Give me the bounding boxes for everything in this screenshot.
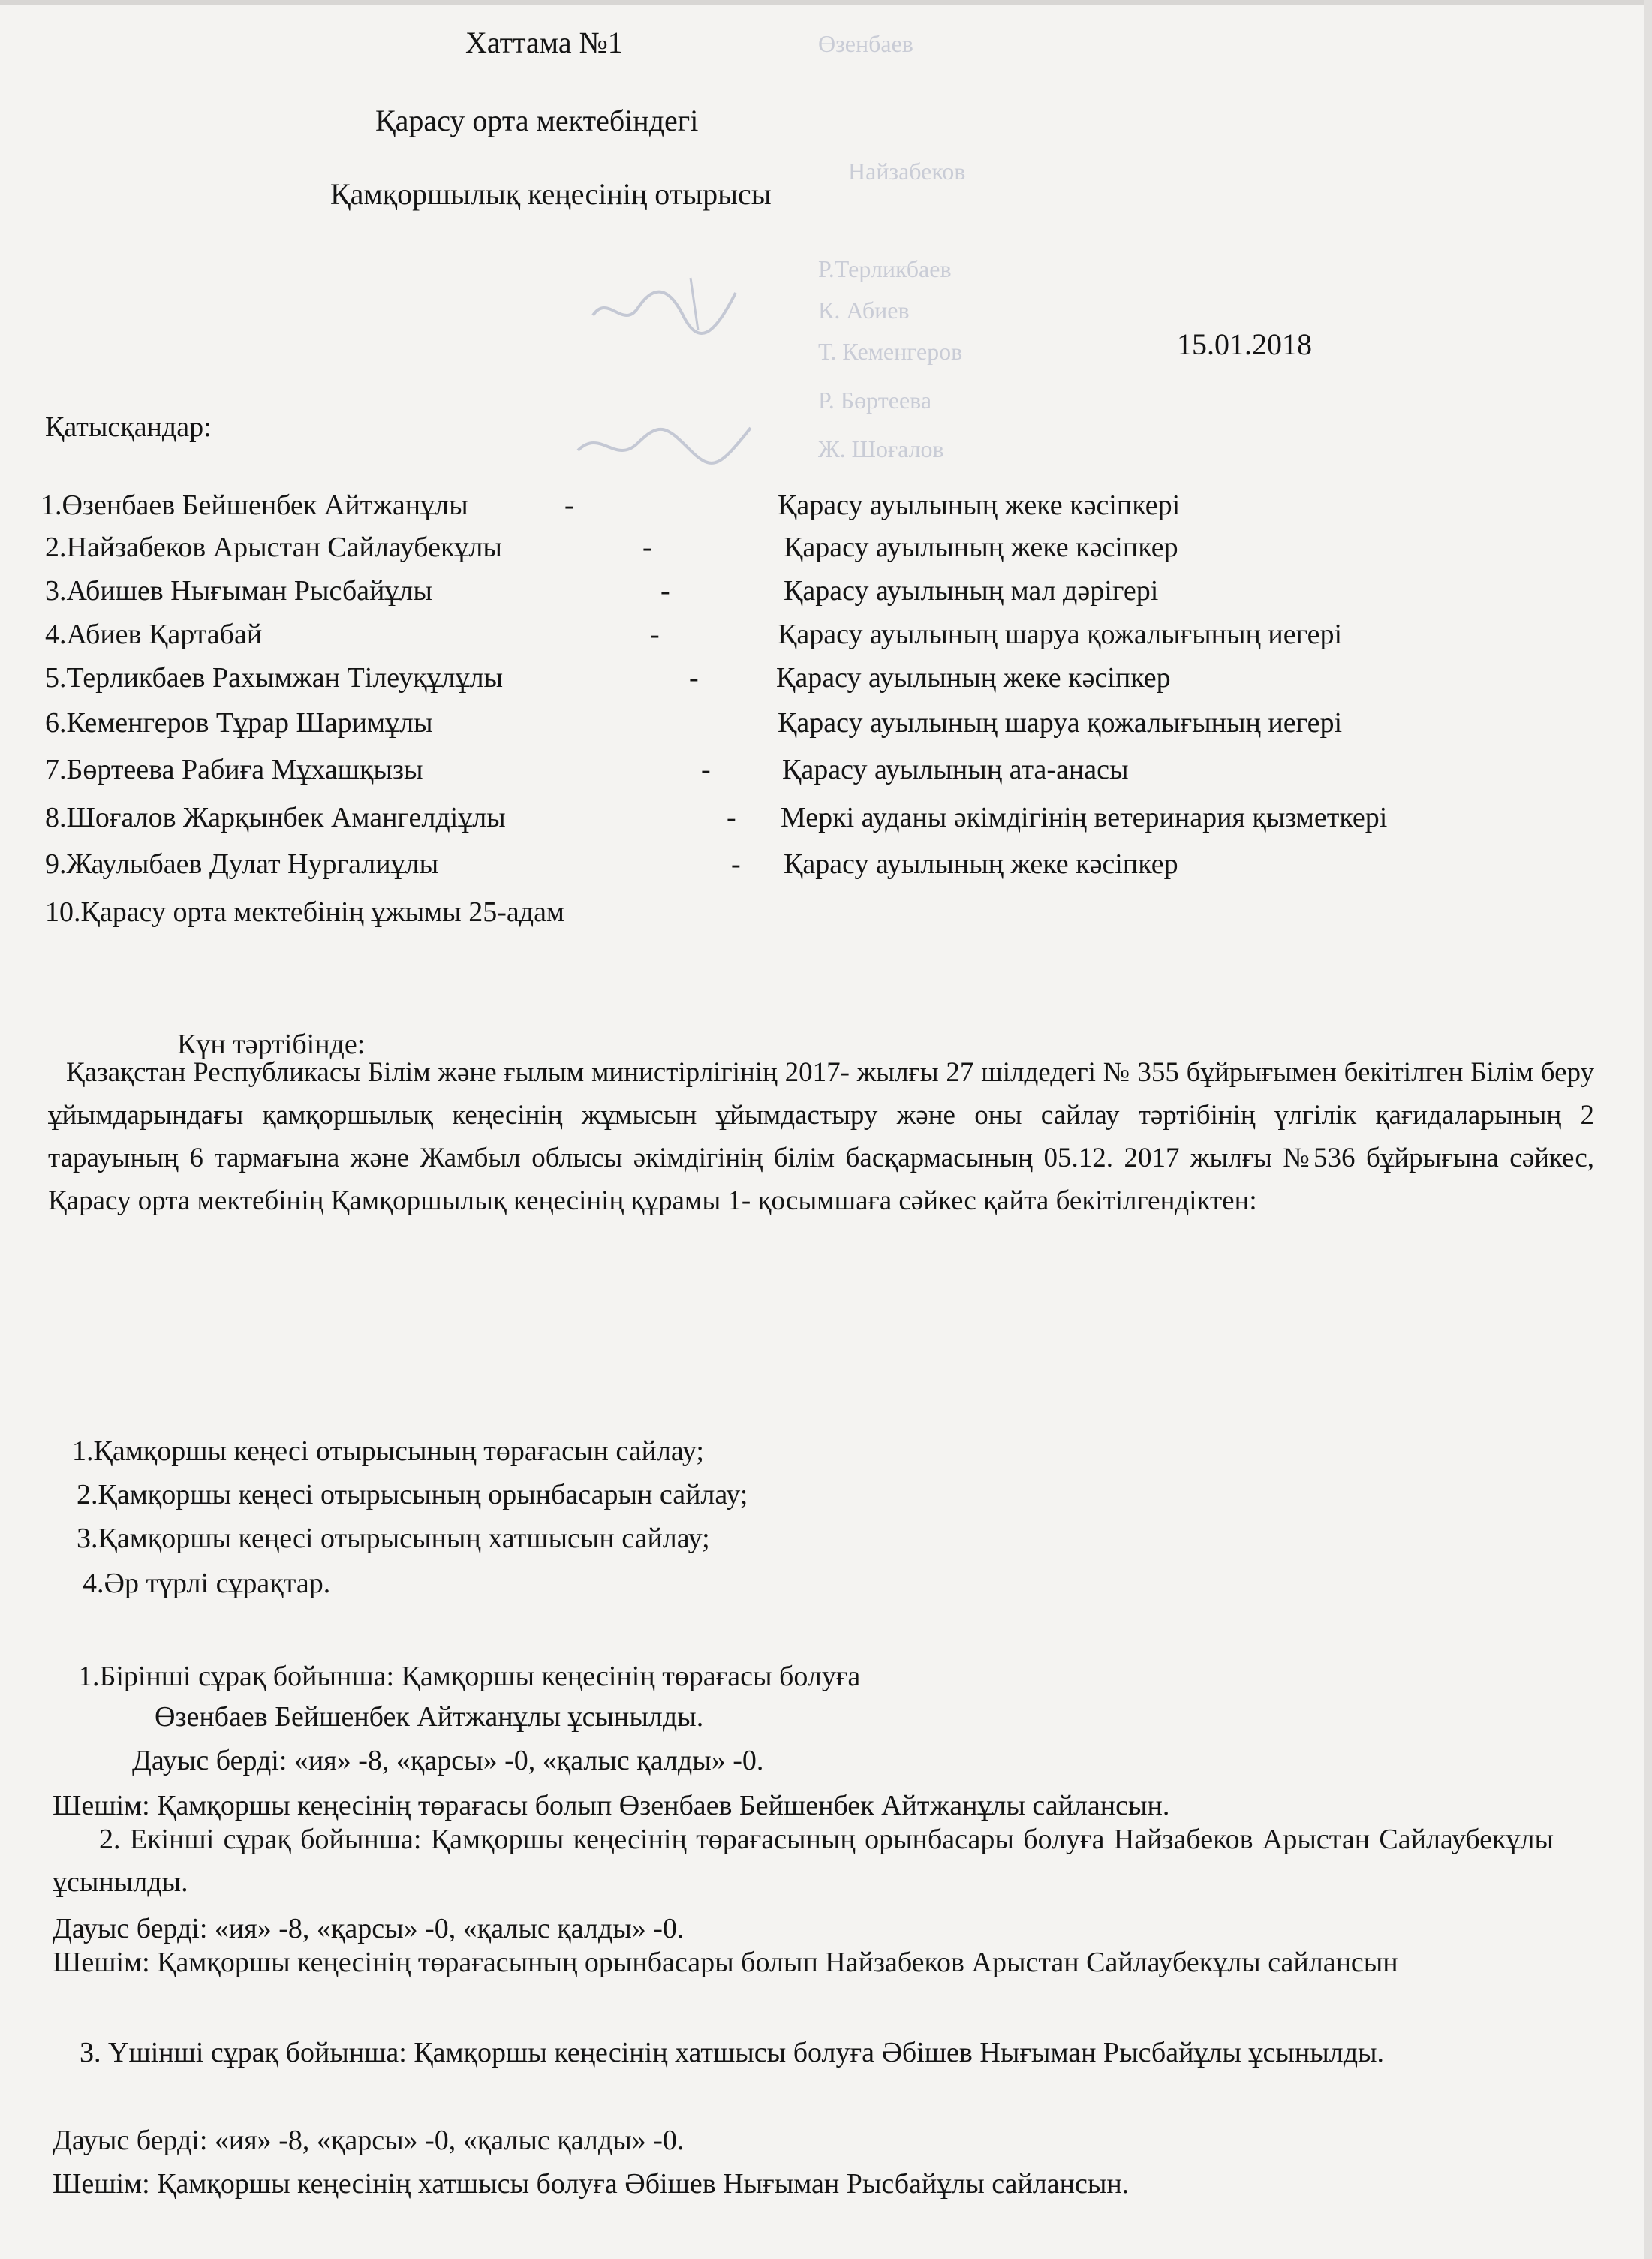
bleed-through-text: Р. Бөртеева: [818, 387, 932, 414]
signature-bleed-through: [585, 263, 758, 345]
scan-edge: [1644, 0, 1652, 2259]
participant-name: 10.Қарасу орта мектебінің ұжымы 25-адам: [45, 896, 564, 928]
participant-role: Қарасу ауылының жеке кәсіпкері: [778, 489, 1181, 521]
question-1-vote: Дауыс берді: «ия» -8, «қарсы» -0, «қалыс қалды» -0.: [132, 1745, 764, 1776]
question-2-decision: Шешім: Қамқоршы кеңесінің төрағасының орынбасары болып Найзабеков Арыстан Сайлаубекұлы сайлансын: [53, 1947, 1398, 1978]
agenda-label: Күн тәртібінде:: [177, 1029, 366, 1060]
agenda-paragraph: Қазақстан Республикасы Білім және ғылым министірлігінің 2017- жылғы 27 шілдедегі № 355 бұйрығымен бекітілген Білім беру ұйымдарындағы қамқоршылық кеңесінің жұмысын ұйымдастыру және оны сайлау тәртібінің үлгілік қағидаларының 2 тарауының 6 тармағына және Жамбыл облысы әкімдігінің білім басқармасының 05.12. 2017 жылғы №536 бұйрығына сәйкес, Қарасу орта мектебінің Қамқоршылық кеңесінің құрамы 1- қосымшаға сәйкес қайта бекітілгендіктен:: [48, 1057, 1594, 1216]
participant-name: 1.Өзенбаев Бейшенбек Айтжанұлы: [41, 489, 468, 521]
participant-role: Қарасу ауылының ата-анасы: [782, 754, 1129, 785]
participant-dash: -: [642, 532, 652, 563]
scan-edge: [0, 0, 1652, 5]
participant-name: 3.Абишев Нығыман Рысбайұлы: [45, 575, 432, 607]
participant-name: 9.Жаулыбаев Дулат Нургалиұлы: [45, 848, 439, 880]
question-3-text: 3. Үшінші сұрақ бойынша: Қамқоршы кеңесінің хатшысы болуға Әбішев Нығыман Рысбайұлы ұсынылды.: [80, 2037, 1385, 2068]
question-1-text: 1.Бірінші сұрақ бойынша: Қамқоршы кеңесінің төрағасы болуға: [78, 1661, 861, 1692]
question-2-vote: Дауыс берді: «ия» -8, «қарсы» -0, «қалыс қалды» -0.: [53, 1913, 685, 1944]
participant-role: Қарасу ауылының жеке кәсіпкер: [784, 532, 1178, 563]
bleed-through-text: Р.Терликбаев: [818, 255, 952, 282]
question-3-vote: Дауыс берді: «ия» -8, «қарсы» -0, «қалыс қалды» -0.: [53, 2125, 685, 2156]
participant-dash: -: [731, 848, 741, 880]
participant-name: 6.Кеменгеров Тұрар Шаримұлы: [45, 707, 433, 739]
agenda-item: 4.Әр түрлі сұрақтар.: [83, 1568, 331, 1599]
participant-role: Қарасу ауылының мал дәрігері: [784, 575, 1159, 607]
participant-role: Меркі ауданы әкімдігінің ветеринария қызметкері: [781, 802, 1388, 833]
agenda-item: 1.Қамқоршы кеңесі отырысының төрағасын сайлау;: [72, 1435, 704, 1467]
heading-school: Қарасу орта мектебіндегі: [375, 104, 699, 137]
document-title: Хаттама №1: [465, 26, 623, 59]
agenda-item: 2.Қамқоршы кеңесі отырысының орынбасарын сайлау;: [77, 1479, 748, 1511]
participant-dash: -: [689, 662, 699, 694]
agenda-item: 3.Қамқоршы кеңесі отырысының хатшысын сайлау;: [77, 1523, 710, 1554]
participant-dash: -: [564, 489, 574, 521]
participant-role: Қарасу ауылының шаруа қожалығының иегері: [778, 619, 1343, 650]
participant-dash: -: [727, 802, 736, 833]
participant-name: 2.Найзабеков Арыстан Сайлаубекұлы: [45, 532, 502, 563]
participant-name: 7.Бөртеева Рабиға Мұхашқызы: [45, 754, 423, 785]
signature-bleed-through: [570, 405, 766, 480]
question-1-candidate: Өзенбаев Бейшенбек Айтжанұлы ұсынылды.: [155, 1701, 704, 1733]
heading-meeting: Қамқоршылық кеңесінің отырысы: [330, 177, 772, 211]
participant-role: Қарасу ауылының шаруа қожалығының иегері: [778, 707, 1343, 739]
bleed-through-text: К. Абиев: [818, 297, 910, 324]
participant-name: 8.Шоғалов Жарқынбек Амангелдіұлы: [45, 802, 506, 833]
question-3-decision: Шешім: Қамқоршы кеңесінің хатшысы болуға Әбішев Нығыман Рысбайұлы сайлансын.: [53, 2168, 1130, 2200]
question-2-text: 2. Екінші сұрақ бойынша: Қамқоршы кеңесінің төрағасының орынбасары болуға Найзабеков Арыстан Сайлаубекұлы ұсынылды.: [53, 1824, 1554, 1898]
participants-label: Қатысқандар:: [45, 411, 212, 443]
bleed-through-text: Ж. Шоғалов: [818, 435, 944, 462]
participant-dash: -: [660, 575, 670, 607]
bleed-through-text: Өзенбаев: [818, 30, 913, 57]
participant-name: 4.Абиев Қартабай: [45, 619, 263, 650]
participant-dash: -: [701, 754, 711, 785]
participant-dash: -: [650, 619, 660, 650]
participant-name: 5.Терликбаев Рахымжан Тілеуқұлұлы: [45, 662, 504, 694]
question-1-decision: Шешім: Қамқоршы кеңесінің төрағасы болып Өзенбаев Бейшенбек Айтжанұлы сайлансын.: [53, 1790, 1170, 1821]
participant-role: Қарасу ауылының жеке кәсіпкер: [776, 662, 1171, 694]
bleed-through-text: Найзабеков: [848, 158, 966, 185]
bleed-through-text: Т. Кеменгеров: [818, 338, 963, 365]
participant-role: Қарасу ауылының жеке кәсіпкер: [784, 848, 1178, 880]
meeting-date: 15.01.2018: [1177, 327, 1312, 361]
